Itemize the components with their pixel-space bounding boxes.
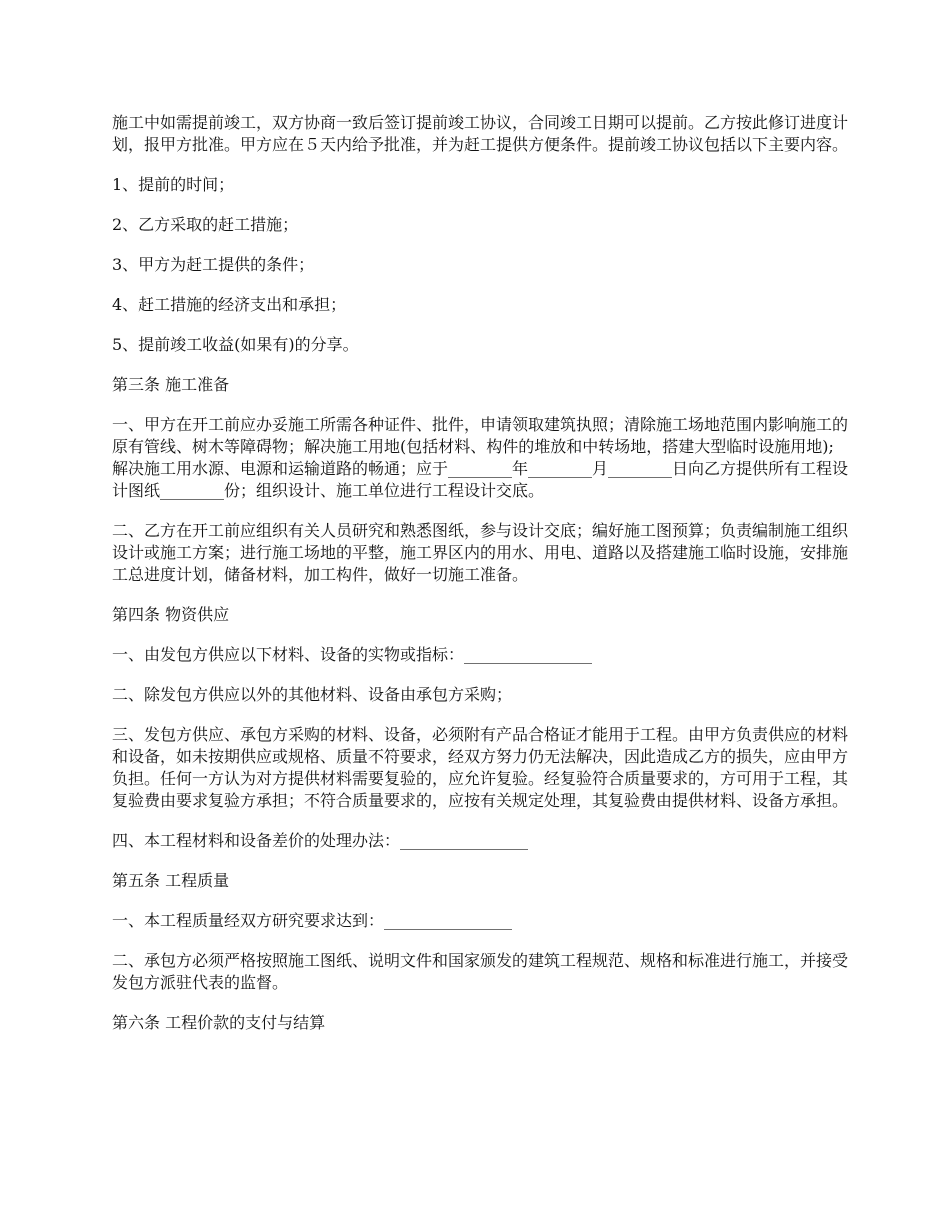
- list-item-benefit-sharing: 5、提前竣工收益(如果有)的分享。: [112, 335, 359, 354]
- section-heading-project-quality: 第五条 工程质量: [112, 871, 230, 890]
- section-heading-construction-preparation: 第三条 施工准备: [112, 375, 230, 394]
- section-heading-payment-settlement: 第六条 工程价款的支付与结算: [112, 1013, 326, 1032]
- paragraph-material-certification: 三、发包方供应、承包方采购的材料、设备，必须附有产品合格证才能用于工程。由甲方负责供应的材料和设备，如未按期供应或规格、质量不符要求，经双方努力仍无法解决，因此造成乙方的损失，应由甲方负担。任何一方认为对方提供材料需要复验的，应允许复验。经复验符合质量要求的，方可用于工程，其复验费由要求复验方承担；不符合质量要求的，应按有关规定处理，其复验费由提供材料、设备方承担。: [112, 725, 849, 810]
- section-heading-material-supply: 第四条 物资供应: [112, 605, 230, 624]
- document-page: [112, 112, 848, 1052]
- paragraph-early-completion: 施工中如需提前竣工，双方协商一致后签订提前竣工协议，合同竣工日期可以提前。乙方按此修订进度计划，报甲方批准。甲方应在５天内给予批准，并为赶工提供方便条件。提前竣工协议包括以下主要内容。: [112, 113, 849, 154]
- paragraph-supplied-materials: 一、由发包方供应以下材料、设备的实物或指标：________________: [112, 645, 593, 664]
- list-item-advance-time: 1、提前的时间；: [112, 175, 235, 194]
- paragraph-price-difference: 四、本工程材料和设备差价的处理办法：________________: [112, 831, 529, 850]
- paragraph-party-b-preparation: 二、乙方在开工前应组织有关人员研究和熟悉图纸，参与设计交底；编好施工图预算；负责编制施工组织设计或施工方案；进行施工场地的平整，施工界区内的用水、用电、道路以及搭建施工临时设施，安排施工总进度计划，储备材料，加工构件，做好一切施工准备。: [112, 521, 849, 584]
- list-item-rush-costs: 4、赶工措施的经济支出和承担；: [112, 295, 347, 314]
- paragraph-standards-compliance: 二、承包方必须严格按照施工图纸、说明文件和国家颁发的建筑工程规范、规格和标准进行施工，并接受发包方派驻代表的监督。: [112, 951, 849, 992]
- paragraph-contractor-procurement: 二、除发包方供应以外的其他材料、设备由承包方采购；: [112, 685, 513, 704]
- paragraph-quality-requirement: 一、本工程质量经双方研究要求达到：________________: [112, 911, 513, 930]
- paragraph-party-a-preparation: 一、甲方在开工前应办妥施工所需各种证件、批件，申请领取建筑执照；清除施工场地范围内影响施工的原有管线、树木等障碍物；解决施工用地(包括材料、构件的堆放和中转场地，搭建大型临时设施用地);解决施工用水源、电源和运输道路的畅通；应于________年________月________日向乙方提供所有工程设计图纸________份；组织设计、施工单位进行工程设计交底。: [112, 415, 849, 500]
- list-item-rush-conditions: 3、甲方为赶工提供的条件；: [112, 255, 315, 274]
- list-item-rush-measures: 2、乙方采取的赶工措施；: [112, 215, 299, 234]
